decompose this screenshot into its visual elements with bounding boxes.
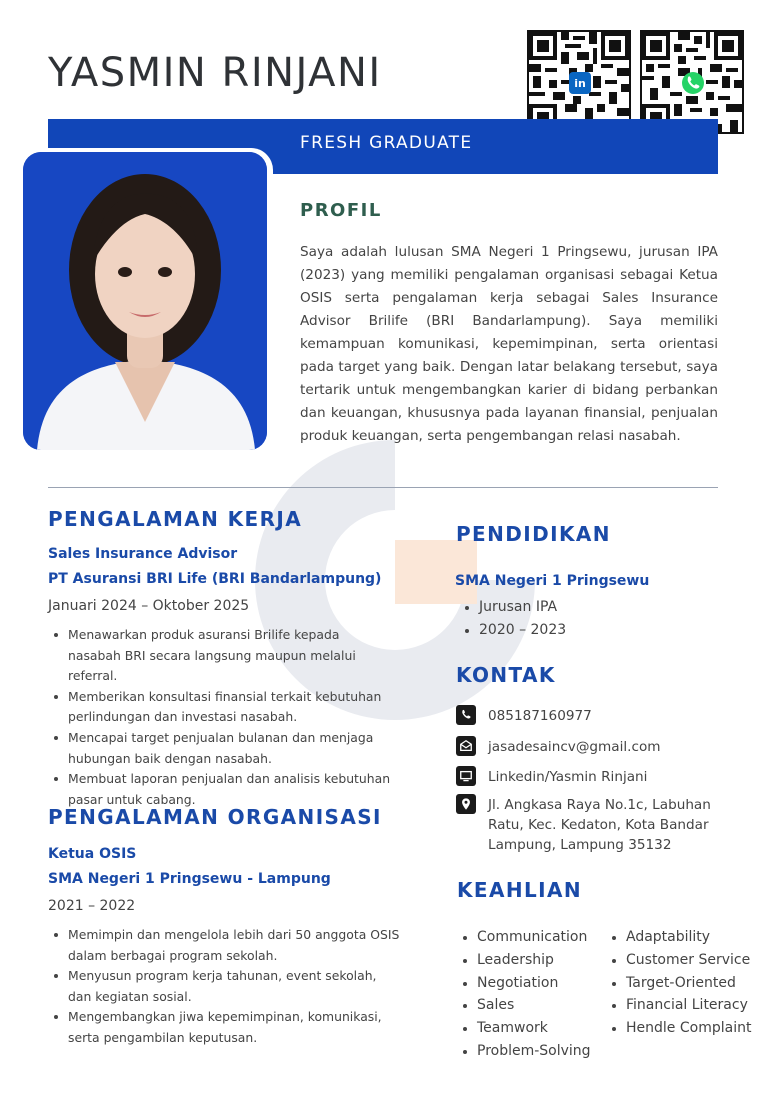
phone-number: 085187160977 (488, 708, 592, 724)
list-item: Adaptability (609, 926, 751, 949)
list-item: Sales (460, 994, 591, 1017)
education-school: SMA Negeri 1 Pringsewu (455, 573, 650, 589)
list-item: Hendle Complaint (609, 1017, 751, 1040)
list-item: Customer Service (609, 949, 751, 972)
work-duties-list (48, 625, 393, 810)
org-name: SMA Negeri 1 Pringsewu - Lampung (48, 871, 331, 887)
organization-heading: PENGALAMAN ORGANISASI (48, 805, 382, 829)
org-role: Ketua OSIS (48, 846, 137, 862)
list-item: Negotiation (460, 972, 591, 995)
list-item: Memimpin dan mengelola lebih dari 50 anggota OSIS dalam berbagai program sekolah. (48, 925, 403, 966)
list-item: Problem-Solving (460, 1040, 591, 1063)
list-item: Menawarkan produk asuransi Brilife kepada nasabah BRI secara langsung maupun melalui referral. (48, 625, 393, 687)
profile-heading: PROFIL (300, 200, 382, 221)
contact-heading: KONTAK (456, 663, 556, 687)
skills-heading: KEAHLIAN (457, 878, 582, 902)
email-icon (456, 736, 476, 756)
list-item: Membuat laporan penjualan dan analisis kebutuhan pasar untuk cabang. (48, 769, 393, 810)
list-item: Mengembangkan jiwa kepemimpinan, komunikasi, serta pengambilan keputusan. (48, 1007, 403, 1048)
skills-list-left (460, 926, 591, 1063)
contact-phone[interactable] (456, 706, 746, 726)
linkedin-icon: in (569, 72, 591, 94)
contact-address (456, 795, 726, 855)
list-item: Mencapai target penjualan bulanan dan menjaga hubungan baik dengan nasabah. (48, 728, 393, 769)
list-item: Menyusun program kerja tahunan, event sekolah, dan kegiatan sosial. (48, 966, 403, 1007)
education-heading: PENDIDIKAN (456, 522, 611, 546)
whatsapp-icon (682, 72, 704, 94)
candidate-name: YASMIN RINJANI (48, 50, 382, 96)
contact-email[interactable] (456, 737, 746, 757)
work-experience-heading: PENGALAMAN KERJA (48, 507, 303, 531)
list-item: Financial Literacy (609, 994, 751, 1017)
section-divider (48, 487, 718, 488)
org-period: 2021 – 2022 (48, 898, 136, 914)
list-item: Jurusan IPA (462, 596, 566, 619)
job-target-title: FRESH GRADUATE (300, 133, 473, 153)
phone-icon (456, 705, 476, 725)
email-address: jasadesaincv@gmail.com (488, 739, 661, 755)
list-item: Memberikan konsultasi finansial terkait kebutuhan perlindungan dan investasi nasabah. (48, 687, 393, 728)
monitor-icon (456, 766, 476, 786)
work-company: PT Asuransi BRI Life (BRI Bandarlampung) (48, 571, 382, 587)
profile-photo (23, 152, 267, 450)
skills-list-right (609, 926, 751, 1040)
work-role: Sales Insurance Advisor (48, 546, 238, 562)
address-text: Jl. Angkasa Raya No.1c, Labuhan Ratu, Kec. Kedaton, Kota Bandar Lampung, Lampung 35132 (488, 797, 711, 853)
linkedin-handle: Linkedin/Yasmin Rinjani (488, 769, 648, 785)
contact-linkedin[interactable] (456, 767, 746, 787)
list-item: 2020 – 2023 (462, 619, 566, 642)
org-duties-list (48, 925, 403, 1049)
location-pin-icon (456, 794, 476, 814)
education-details (462, 596, 566, 642)
watermark-square (395, 540, 477, 604)
list-item: Teamwork (460, 1017, 591, 1040)
profile-summary: Saya adalah lulusan SMA Negeri 1 Pringsewu, jurusan IPA (2023) yang memiliki pengalaman organisasi sebagai Ketua OSIS serta pengalaman kerja sebagai Sales Insurance Advisor Brilife (BRI Bandarlampung). Saya memiliki kemampuan komunikasi, kepemimpinan, serta orientasi pada target yang baik. Dengan latar belakang tersebut, saya tertarik untuk mengembangkan karier di bidang perbankan dan keuangan, khususnya pada layanan finansial, penjualan produk keuangan, serta pengembangan relasi nasabah. (300, 244, 718, 444)
list-item: Leadership (460, 949, 591, 972)
list-item: Target-Oriented (609, 972, 751, 995)
work-period: Januari 2024 – Oktober 2025 (48, 598, 250, 614)
list-item: Communication (460, 926, 591, 949)
